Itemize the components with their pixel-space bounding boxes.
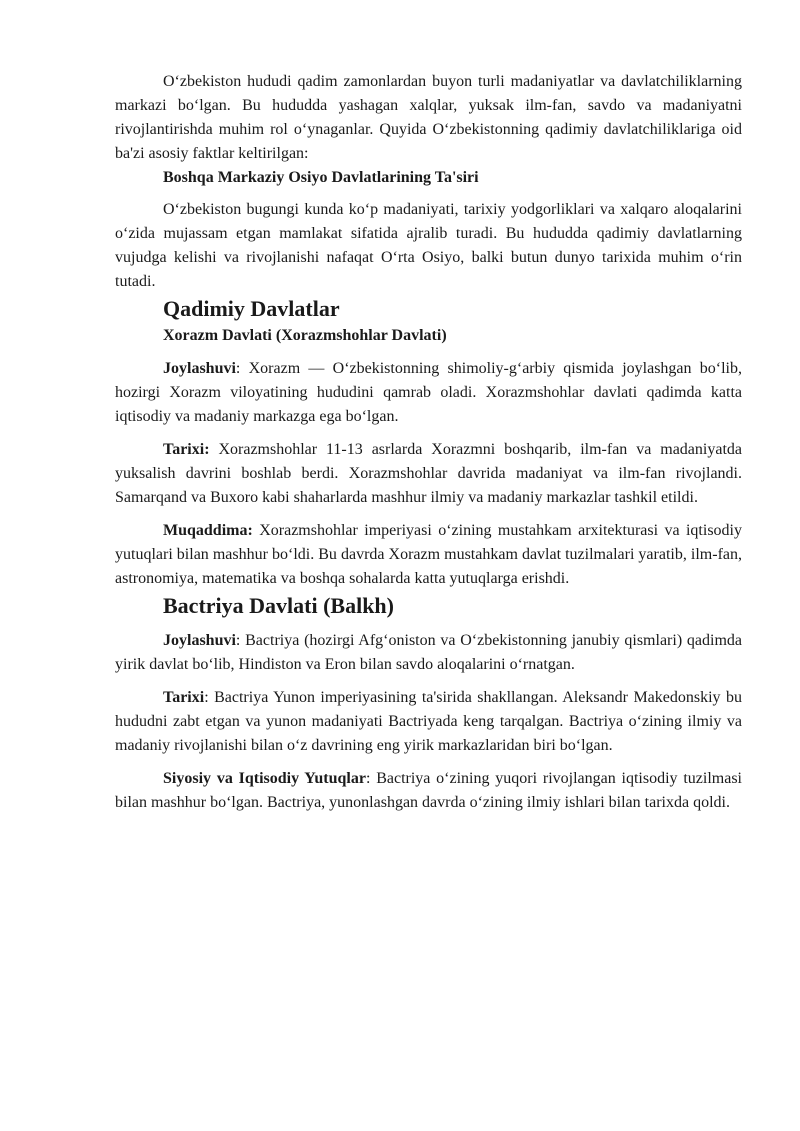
khorezm-location-label: Joylashuvi — [163, 360, 236, 377]
khorezm-intro-paragraph — [115, 519, 742, 591]
bactria-location-text: Bactriya (hozirgi Afg‘oniston va O‘zbekistonning janubiy qismlari) qadimda yirik davlat bo‘lib, Hindiston va Eron bilan savdo aloqalarini o‘rnatgan. — [115, 632, 742, 673]
bactria-location-label: Joylashuvi — [163, 632, 236, 649]
khorezm-location-text: Xorazm — O‘zbekistonning shimoliy-g‘arbiy qismida joylashgan bo‘lib, hozirgi Xorazm viloyatining hududini qamrab oladi. Xorazmshohlar davlati qadimda katta iqtisodiy va madaniy markazga ega bo‘lgan. — [115, 360, 742, 425]
bactria-achievements-text: Bactriya o‘zining yuqori rivojlangan iqtisodiy tuzilmasi bilan mashhur bo‘lgan. Bactriya, yunonlashgan davrda o‘zining ilmiy ishlari bilan tarixda qoldi. — [115, 770, 742, 811]
bactria-location-paragraph — [115, 629, 742, 677]
bactria-achievements-sep: : — [365, 770, 371, 787]
khorezm-intro-text: Xorazmshohlar imperiyasi o‘zining mustahkam arxitekturasi va iqtisodiy yutuqlari bilan mashhur bo‘ldi. Bu davrda Xorazm mustahkam davlat tuzilmalari yaratib, ilm-fan, astronomiya, matematika va boshqa sohalarda katta yutuqlarga erishdi. — [115, 522, 742, 587]
section-title-ancient-states: Qadimiy Davlatlar — [163, 296, 340, 321]
bactria-history-sep: : — [204, 689, 209, 706]
khorezm-history-text: Xorazmshohlar 11-13 asrlarda Xorazmni boshqarib, ilm-fan va madaniyatda yuksalish davrini boshlab berdi. Xorazmshohlar davrida madaniyat va ilm-fan rivojlandi. Samarqand va Buxoro kabi shaharlarda mashhur ilmiy va madaniy markazlar tashkil etildi. — [115, 441, 742, 506]
bactria-achievements-label: Siyosiy va Iqtisodiy Yutuqlar — [163, 770, 366, 787]
subheading-khorezm: Xorazm Davlati (Xorazmshohlar Davlati) — [163, 327, 447, 344]
khorezm-intro-label: Muqaddima: — [163, 522, 253, 539]
khorezm-history-label: Tarixi: — [163, 441, 210, 458]
khorezm-history-paragraph — [115, 438, 742, 510]
khorezm-location-sep: : — [235, 360, 241, 377]
bactria-location-sep: : — [235, 632, 241, 649]
section-title-bactria: Bactriya Davlati (Balkh) — [163, 593, 394, 618]
bactria-history-label: Tarixi — [163, 689, 205, 706]
intro-paragraph: O‘zbekiston hududi qadim zamonlardan buyon turli madaniyatlar va davlatchiliklarning markazi bo‘lgan. Bu hududda yashagan xalqlar, yuksak ilm-fan, savdo va madaniyatni rivojlantirishda muhim rol o‘ynaganlar. Quyida O‘zbekistonning qadimiy davlatchiliklariga oid ba'zi asosiy faktlar keltirilgan: — [115, 73, 742, 162]
influence-paragraph: O‘zbekiston bugungi kunda ko‘p madaniyati, tarixiy yodgorliklari va xalqaro aloqalarini o‘zida mujassam etgan mamlakat sifatida ajralib turadi. Bu hududda qadimiy davlatlarning vujudga kelishi va rivojlanishi nafaqat O‘rta Osiyo, balki butun dunyo tarixida muhim o‘rin tutadi. — [115, 201, 742, 290]
bactria-history-text: Bactriya Yunon imperiyasining ta'sirida shakllangan. Aleksandr Makedonskiy bu hududni zabt etgan va yunon madaniyati Bactriyada keng tarqalgan. Bactriya o‘zining ilmiy va madaniy rivojlanishi bilan o‘z davrining eng yirik markazlaridan biri bo‘lgan. — [115, 689, 742, 754]
khorezm-location-paragraph — [115, 357, 742, 429]
bactria-history-paragraph — [115, 686, 742, 758]
bactria-achievements-paragraph — [115, 767, 742, 815]
document-page — [115, 70, 742, 815]
section-heading-influence: Boshqa Markaziy Osiyo Davlatlarining Ta'siri — [163, 169, 479, 186]
